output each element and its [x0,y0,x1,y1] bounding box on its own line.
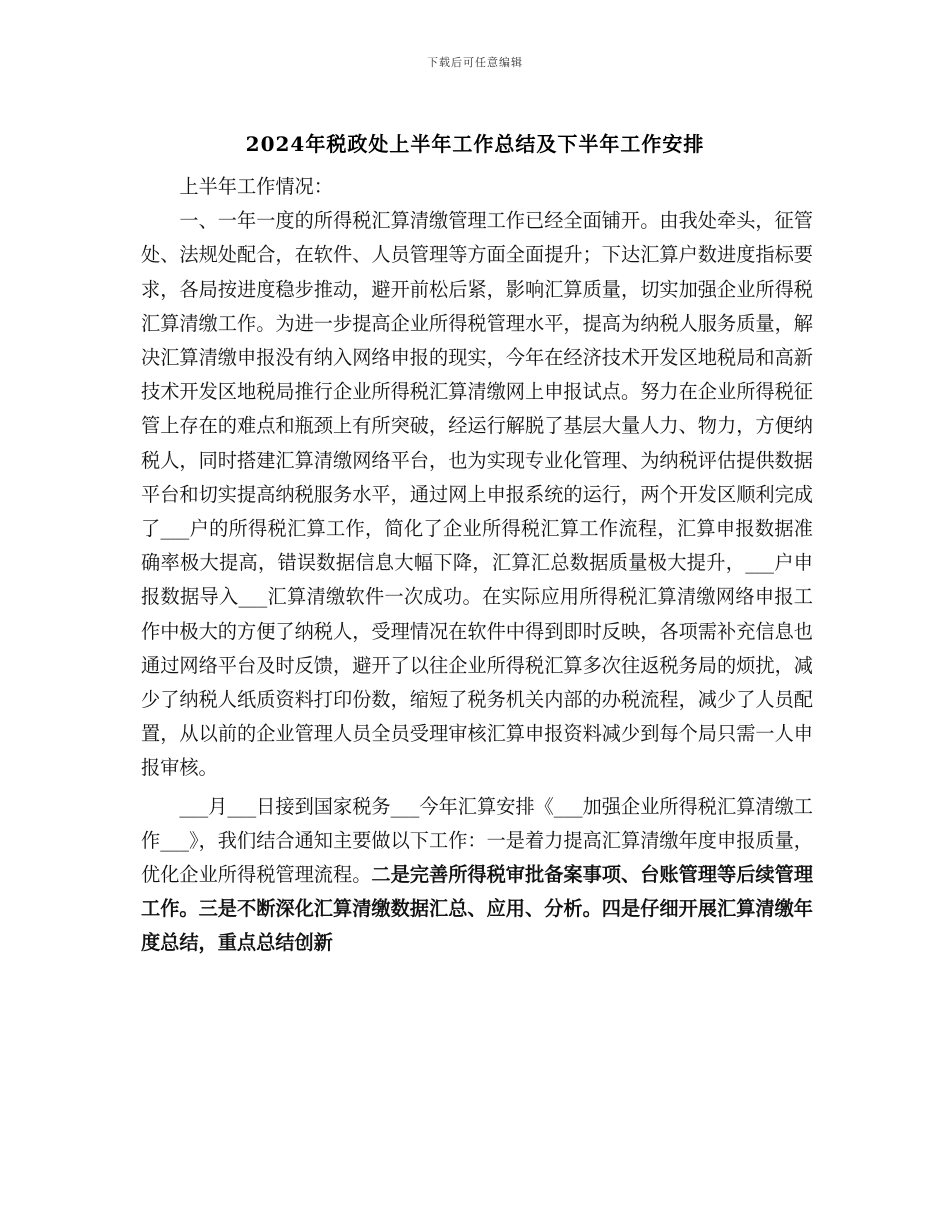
paragraph-2-bold-text: 二是完善所得税审批备案事项、台账管理等后续管理工作。三是不断深化汇算清缴数据汇总、应用、分析。四是仔细开展汇算清缴年度总结，重点总结创新 [141,863,814,955]
document-title: 2024年税政处上半年工作总结及下半年工作安排 [245,132,705,156]
paragraph-1: 一、一年一度的所得税汇算清缴管理工作已经全面铺开。由我处牵头，征管处、法规处配合，在软件、人员管理等方面全面提升；下达汇算户数进度指标要求，各局按进度稳步推动，避开前松后紧，影响汇算质量，切实加强企业所得税汇算清缴工作。为进一步提高企业所得税管理水平，提高为纳税人服务质量，解决汇算清缴申报没有纳入网络申报的现实，今年在经济技术开发区地税局和高新技术开发区地税局推行企业所得税汇算清缴网上申报试点。努力在企业所得税征管上存在的难点和瓶颈上有所突破，经运行解脱了基层大量人力、物力，方便纳税人，同时搭建汇算清缴网络平台，也为实现专业化管理、为纳税评估提供数据平台和切实提高纳税服务水平，通过网上申报系统的运行，两个开发区顺利完成了___户的所得税汇算工作，简化了企业所得税汇算工作流程，汇算申报数据准确率极大提高，错误数据信息大幅下降，汇算汇总数据质量极大提升，___户申报数据导入___汇算清缴软件一次成功。在实际应用所得税汇算清缴网络申报工作中极大的方便了纳税人，受理情况在软件中得到即时反映，各项需补充信息也通过网络平台及时反馈，避开了以往企业所得税汇算多次往返税务局的烦扰，减少了纳税人纸质资料打印份数，缩短了税务机关内部的办税流程，减少了人员配置，从以前的企业管理人员全员受理审核汇算申报资料减少到每个局只需一人申报审核。 [141,209,813,780]
header-note: 下载后可任意编辑 [427,56,523,69]
paragraph-2 [141,790,813,961]
paragraph-2-normal-text: ___月___日接到国家税务___今年汇算安排《___加强企业所得税汇算清缴工作___》，我们结合通知主要做以下工作：一是着力提高汇算清缴年度申报质量，优化企业所得税管理流程。 [141,794,813,887]
section-heading: 上半年工作情况： [179,175,333,198]
document-body [141,170,813,961]
